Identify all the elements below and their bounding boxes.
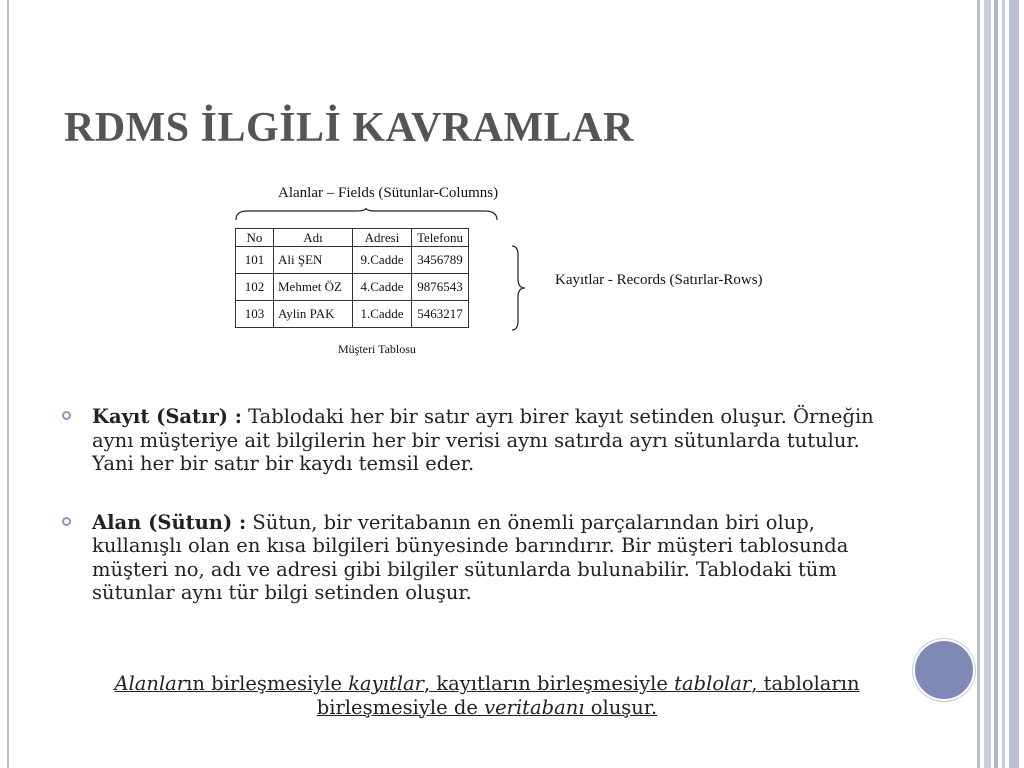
table-row bbox=[236, 274, 469, 301]
bullet-text: Tablodaki her bir satır ayrı birer kayıt setinden oluşur. Örneğin aynı müşteriye ait bilgilerin her bir verisi aynı satırda ayrı sütunlarda tutulur. Yani her bir satır bir kaydı temsil eder. bbox=[92, 405, 874, 475]
fields-brace bbox=[235, 208, 498, 222]
bullet-text: Sütun, bir veritabanın en önemli parçalarından biri olup, kullanışlı olan en kısa bilgileri bünyesinde barındırır. Bir müşteri tablosunda müşteri no, adı ve adresi gibi bilgiler sütunlarda bulunabilir. Tablodaki tüm sütunlar aynı tür bilgi setinden oluşur. bbox=[92, 510, 849, 604]
summary-text: , tabloların birleşmesiyle de bbox=[316, 672, 860, 719]
bullet-term: Alan (Sütun) : bbox=[92, 510, 247, 534]
customer-table bbox=[235, 228, 469, 328]
bullet-item-kayit bbox=[62, 405, 882, 476]
decorative-circle bbox=[913, 639, 975, 701]
bullet-list bbox=[62, 405, 882, 605]
table-row bbox=[236, 247, 469, 274]
header-cell: No bbox=[236, 229, 274, 247]
bullet-ring-icon bbox=[62, 517, 71, 526]
bullet-item-alan bbox=[62, 511, 882, 605]
left-frame-line bbox=[7, 0, 9, 768]
fields-caption: Alanlar – Fields (Sütunlar-Columns) bbox=[278, 185, 499, 201]
summary-sentence bbox=[62, 672, 912, 719]
table-cell: 4.Cadde bbox=[353, 274, 412, 301]
header-cell: Telefonu bbox=[412, 229, 469, 247]
summary-kayitlar: kayıtlar bbox=[348, 672, 424, 695]
table-cell: 1.Cadde bbox=[353, 301, 412, 328]
table-cell: 5463217 bbox=[412, 301, 469, 328]
table-cell: 101 bbox=[236, 247, 274, 274]
table-cell: Aylin PAK bbox=[274, 301, 353, 328]
table-cell: 3456789 bbox=[412, 247, 469, 274]
header-cell: Adresi bbox=[353, 229, 412, 247]
table-figure bbox=[230, 180, 800, 365]
table-cell: 102 bbox=[236, 274, 274, 301]
bullet-ring-icon bbox=[62, 411, 71, 420]
summary-tablolar: tablolar bbox=[674, 672, 752, 695]
table-caption: Müşteri Tablosu bbox=[338, 342, 416, 356]
summary-veritabani: veritabanı bbox=[484, 695, 585, 719]
summary-text: oluşur. bbox=[584, 695, 658, 719]
table-cell: 9.Cadde bbox=[353, 247, 412, 274]
slide-title: RDMS İLGİLİ KAVRAMLAR bbox=[64, 105, 634, 151]
table-row bbox=[236, 301, 469, 328]
table-header-row bbox=[236, 229, 469, 247]
records-brace bbox=[510, 245, 528, 331]
summary-text: ın birleşmesiyle bbox=[186, 672, 349, 695]
right-frame-stripes bbox=[974, 0, 1024, 768]
bullet-term: Kayıt (Satır) : bbox=[92, 405, 242, 428]
records-caption: Kayıtlar - Records (Satırlar-Rows) bbox=[555, 272, 763, 288]
table-cell: Ali ŞEN bbox=[274, 247, 353, 274]
table-cell: 9876543 bbox=[412, 274, 469, 301]
summary-alanlar: Alanlar bbox=[114, 672, 187, 695]
summary-text: , kayıtların birleşmesiyle bbox=[423, 672, 675, 695]
header-cell: Adı bbox=[274, 229, 353, 247]
table-cell: 103 bbox=[236, 301, 274, 328]
table-cell: Mehmet ÖZ bbox=[274, 274, 353, 301]
